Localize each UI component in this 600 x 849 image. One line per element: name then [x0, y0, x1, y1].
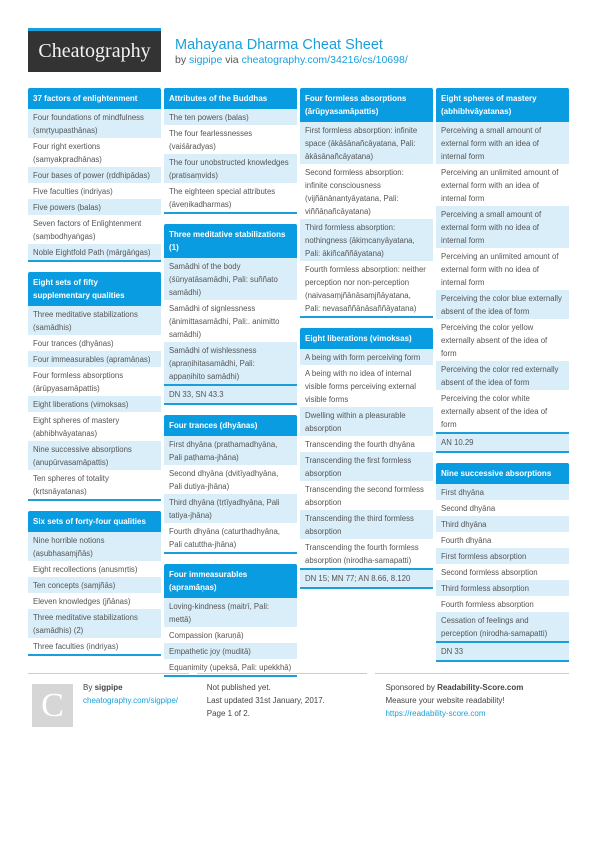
section-row: Ten spheres of totality (kṛtsnāyatanas)	[33, 473, 109, 496]
section-note: DN 33, SN 43.3	[164, 384, 297, 403]
section-row: Third formless absorption: nothingness (ākiṃcanyāyatana, Pali: ākiñcaññāyatana)	[300, 219, 433, 261]
section-row: The ten powers (balas)	[164, 109, 297, 125]
footer-author-link[interactable]: cheatography.com/sigpipe/	[83, 696, 179, 705]
section-row: Transcending the fourth dhyāna	[305, 439, 415, 449]
section-title: Four immeasurables (apramāṇas)	[164, 564, 297, 598]
publish-status: Not published yet.	[206, 683, 271, 692]
footer-author-name: sigpipe	[94, 683, 123, 692]
section-row: Four right exertions (samyakpradhānas)	[33, 141, 102, 164]
section-row: Four formless absorptions (ārūpyasamāpattis)	[33, 370, 124, 393]
section-title: Attributes of the Buddhas	[164, 88, 297, 109]
sponsor-name: Readability-Score.com	[437, 683, 524, 692]
sponsored-label: Sponsored by	[385, 683, 435, 692]
section-row: Transcending the fourth formless absorption (nirodha-samapatti)	[305, 542, 419, 565]
section-row: Cessation of feelings and perception (nirodha-samapatti)	[436, 612, 569, 641]
section-row: Second formless absorption: infinite consciousness (vijñānānantyāyatana, Pali: viññāṇañcāyatana)	[305, 167, 404, 216]
page-footer	[28, 673, 569, 727]
section-row: A being with no idea of internal visible forms perceiving external visible forms	[305, 368, 416, 404]
section-row: First dhyāna	[436, 484, 569, 500]
section-row: Perceiving the color blue externally absent of the idea of form	[436, 290, 569, 319]
column	[164, 88, 297, 687]
cheat-section	[436, 88, 569, 453]
section-title: Nine successive absorptions	[436, 463, 569, 484]
section-row: First dhyāna (prathamadhyāna, Pali paṭhama-jhāna)	[164, 436, 297, 465]
section-row: Three meditative stabilizations (samādhis)	[28, 306, 161, 335]
column	[300, 88, 433, 687]
section-row: Perceiving an unlimited amount of external form with no idea of internal form	[441, 251, 559, 287]
section-row: Perceiving an unlimited amount of external form with an idea of internal form	[441, 167, 559, 203]
sponsor-link[interactable]: https://readability-score.com	[385, 709, 486, 718]
content-columns	[28, 88, 569, 687]
section-row: Empathetic joy (muditā)	[164, 643, 297, 659]
section-row: The four fearlessnesses (vaiśāradyas)	[169, 128, 253, 151]
section-row: Eight spheres of mastery (abhibhvāyatanas)	[33, 415, 120, 438]
author-link[interactable]: sigpipe	[189, 54, 223, 66]
section-title: Four trances (dhyānas)	[164, 415, 297, 436]
section-row: Nine horrible notions (aṣubhasaṃjñās)	[28, 532, 161, 561]
section-row: Three faculties (indriyas)	[33, 641, 119, 651]
section-row: Noble Eightfold Path (mārgāṅgas)	[28, 244, 161, 260]
section-row: First formless absorption: infinite space (ākāśānañcāyatana, Pali: ākāsānañcāyatana)	[300, 122, 433, 164]
section-row: Nine successive absorptions (anupūrvasamāpattis)	[28, 441, 161, 470]
section-title: Six sets of forty-four qualities	[28, 511, 161, 532]
section-row: Fourth formless absorption	[441, 599, 534, 609]
cheat-section	[164, 564, 297, 677]
section-row: Perceiving the color white externally absent of the idea of form	[441, 393, 548, 429]
cheat-section	[28, 511, 161, 656]
section-row: Four trances (dhyānas)	[33, 338, 114, 348]
section-row: Samādhi of signlessness (ānimittasamādhi, Pali:. animitto samādhi)	[169, 303, 280, 339]
section-row: Equanimity (upekṣā, Pali: upekkhā)	[169, 662, 292, 672]
section-row: Five powers (balas)	[28, 199, 161, 215]
section-note: DN 33	[436, 641, 569, 660]
author-avatar[interactable]: C	[32, 684, 73, 727]
section-row: Transcending the third formless absorption	[300, 510, 433, 539]
page-title: Mahayana Dharma Cheat Sheet	[175, 37, 383, 53]
last-updated: Last updated 31st January, 2017.	[206, 696, 325, 705]
section-row: Four bases of power (ṛddhipādas)	[28, 167, 161, 183]
section-row: Ten concepts (saṃjñās)	[28, 577, 161, 593]
cheat-section	[436, 463, 569, 662]
section-row: The four unobstructed knowledges (pratisaṃvids)	[164, 154, 297, 183]
section-row: Third dhyāna (tṛtīyadhyāna, Pali tatiya-jhāna)	[164, 494, 297, 523]
byline	[175, 54, 408, 66]
section-title: Eight liberations (vimoksas)	[300, 328, 433, 349]
footer-sponsor	[375, 673, 569, 727]
section-row: Fourth dhyāna	[441, 535, 492, 545]
section-row: Second formless absorption	[441, 567, 538, 577]
section-row: Transcending the second formless absorption	[305, 484, 424, 507]
section-row: Perceiving the color yellow externally absent of the idea of form	[441, 322, 548, 358]
section-row: Four foundations of mindfulness (smṛtyupasthānas)	[28, 109, 161, 138]
section-title: Four formless absorptions (ārūpyasamāpattis)	[300, 88, 433, 122]
section-row: Seven factors of Enlightenment (saṃbodhyaṅgas)	[33, 218, 142, 241]
section-row: Second dhyāna (dvitīyadhyāna, Pali dutiya-jhāna)	[169, 468, 279, 491]
cheat-section	[28, 272, 161, 501]
section-row: The eighteen special attributes (āveṇikadharmas)	[169, 186, 276, 209]
section-row: Eight liberations (vimoksas)	[28, 396, 161, 412]
section-row: Eleven knowledges (jñānas)	[33, 596, 131, 606]
footer-meta	[197, 673, 368, 727]
cheat-section	[164, 88, 297, 214]
cheat-section	[300, 328, 433, 589]
cheatography-logo[interactable]: Cheatography	[28, 28, 161, 72]
cheat-section	[28, 88, 161, 262]
page-number: Page 1 of 2.	[206, 709, 250, 718]
footer-author	[28, 673, 189, 727]
section-row: Fourth formless absorption: neither perception nor non-perception (naivasaṃjñānāsaṃjñāyatana, Pali: nevasaññānāsaññāyatana)	[305, 264, 426, 313]
section-row: Second dhyāna	[441, 503, 496, 513]
column	[28, 88, 161, 687]
section-note: AN 10.29	[436, 432, 569, 451]
section-row: Perceiving a small amount of external form with no idea of internal form	[436, 206, 569, 248]
section-note: DN 15; MN 77; AN 8.66, 8.120	[300, 568, 433, 587]
section-row: Five faculties (indriyas)	[33, 186, 113, 196]
column	[436, 88, 569, 687]
section-row: Third dhyāna	[436, 516, 569, 532]
section-row: Eight recollections (anusmṛtis)	[33, 564, 138, 574]
via-label: via	[225, 54, 239, 66]
cheat-section	[164, 224, 297, 405]
cheat-section	[300, 88, 433, 318]
section-row: Samādhi of wishlessness (apraṇihitasamādhi, Pali: appaṇihito samādhi)	[164, 342, 297, 384]
section-row: Four immeasurables (apramāṇas)	[28, 351, 161, 367]
by-label: by	[175, 54, 187, 66]
section-row: Fourth dhyāna (caturthadhyāna, Pali catuttha-jhāna)	[169, 526, 280, 549]
section-row: First formless absorption	[436, 548, 569, 564]
sheet-url-link[interactable]: cheatography.com/34216/cs/10698/	[241, 54, 408, 66]
sponsor-tagline: Measure your website readability!	[385, 696, 505, 705]
section-title: Three meditative stabilizations (1)	[164, 224, 297, 258]
section-row: Dwelling within a pleasurable absorption	[300, 407, 433, 436]
section-row: Third formless absorption	[436, 580, 569, 596]
section-row: Perceiving a small amount of external form with an idea of internal form	[436, 122, 569, 164]
section-row: Three meditative stabilizations (samādhis) (2)	[28, 609, 161, 638]
section-row: A being with form perceiving form	[300, 349, 433, 365]
section-title: Eight sets of fifty supplementary qualities	[28, 272, 161, 306]
footer-by: By	[83, 683, 93, 692]
section-row: Samādhi of the body (śūnyatāsamādhi, Pali: suññato samādhi)	[164, 258, 297, 300]
section-row: Compassion (karuṇā)	[169, 630, 244, 640]
section-title: 37 factors of enlightenment	[28, 88, 161, 109]
section-row: Loving-kindness (maitrī, Pali: mettā)	[164, 598, 297, 627]
section-title: Eight spheres of mastery (abhibhvāyatanas)	[436, 88, 569, 122]
cheat-section	[164, 415, 297, 554]
section-row: Perceiving the color red externally absent of the idea of form	[436, 361, 569, 390]
section-row: Transcending the first formless absorption	[300, 452, 433, 481]
